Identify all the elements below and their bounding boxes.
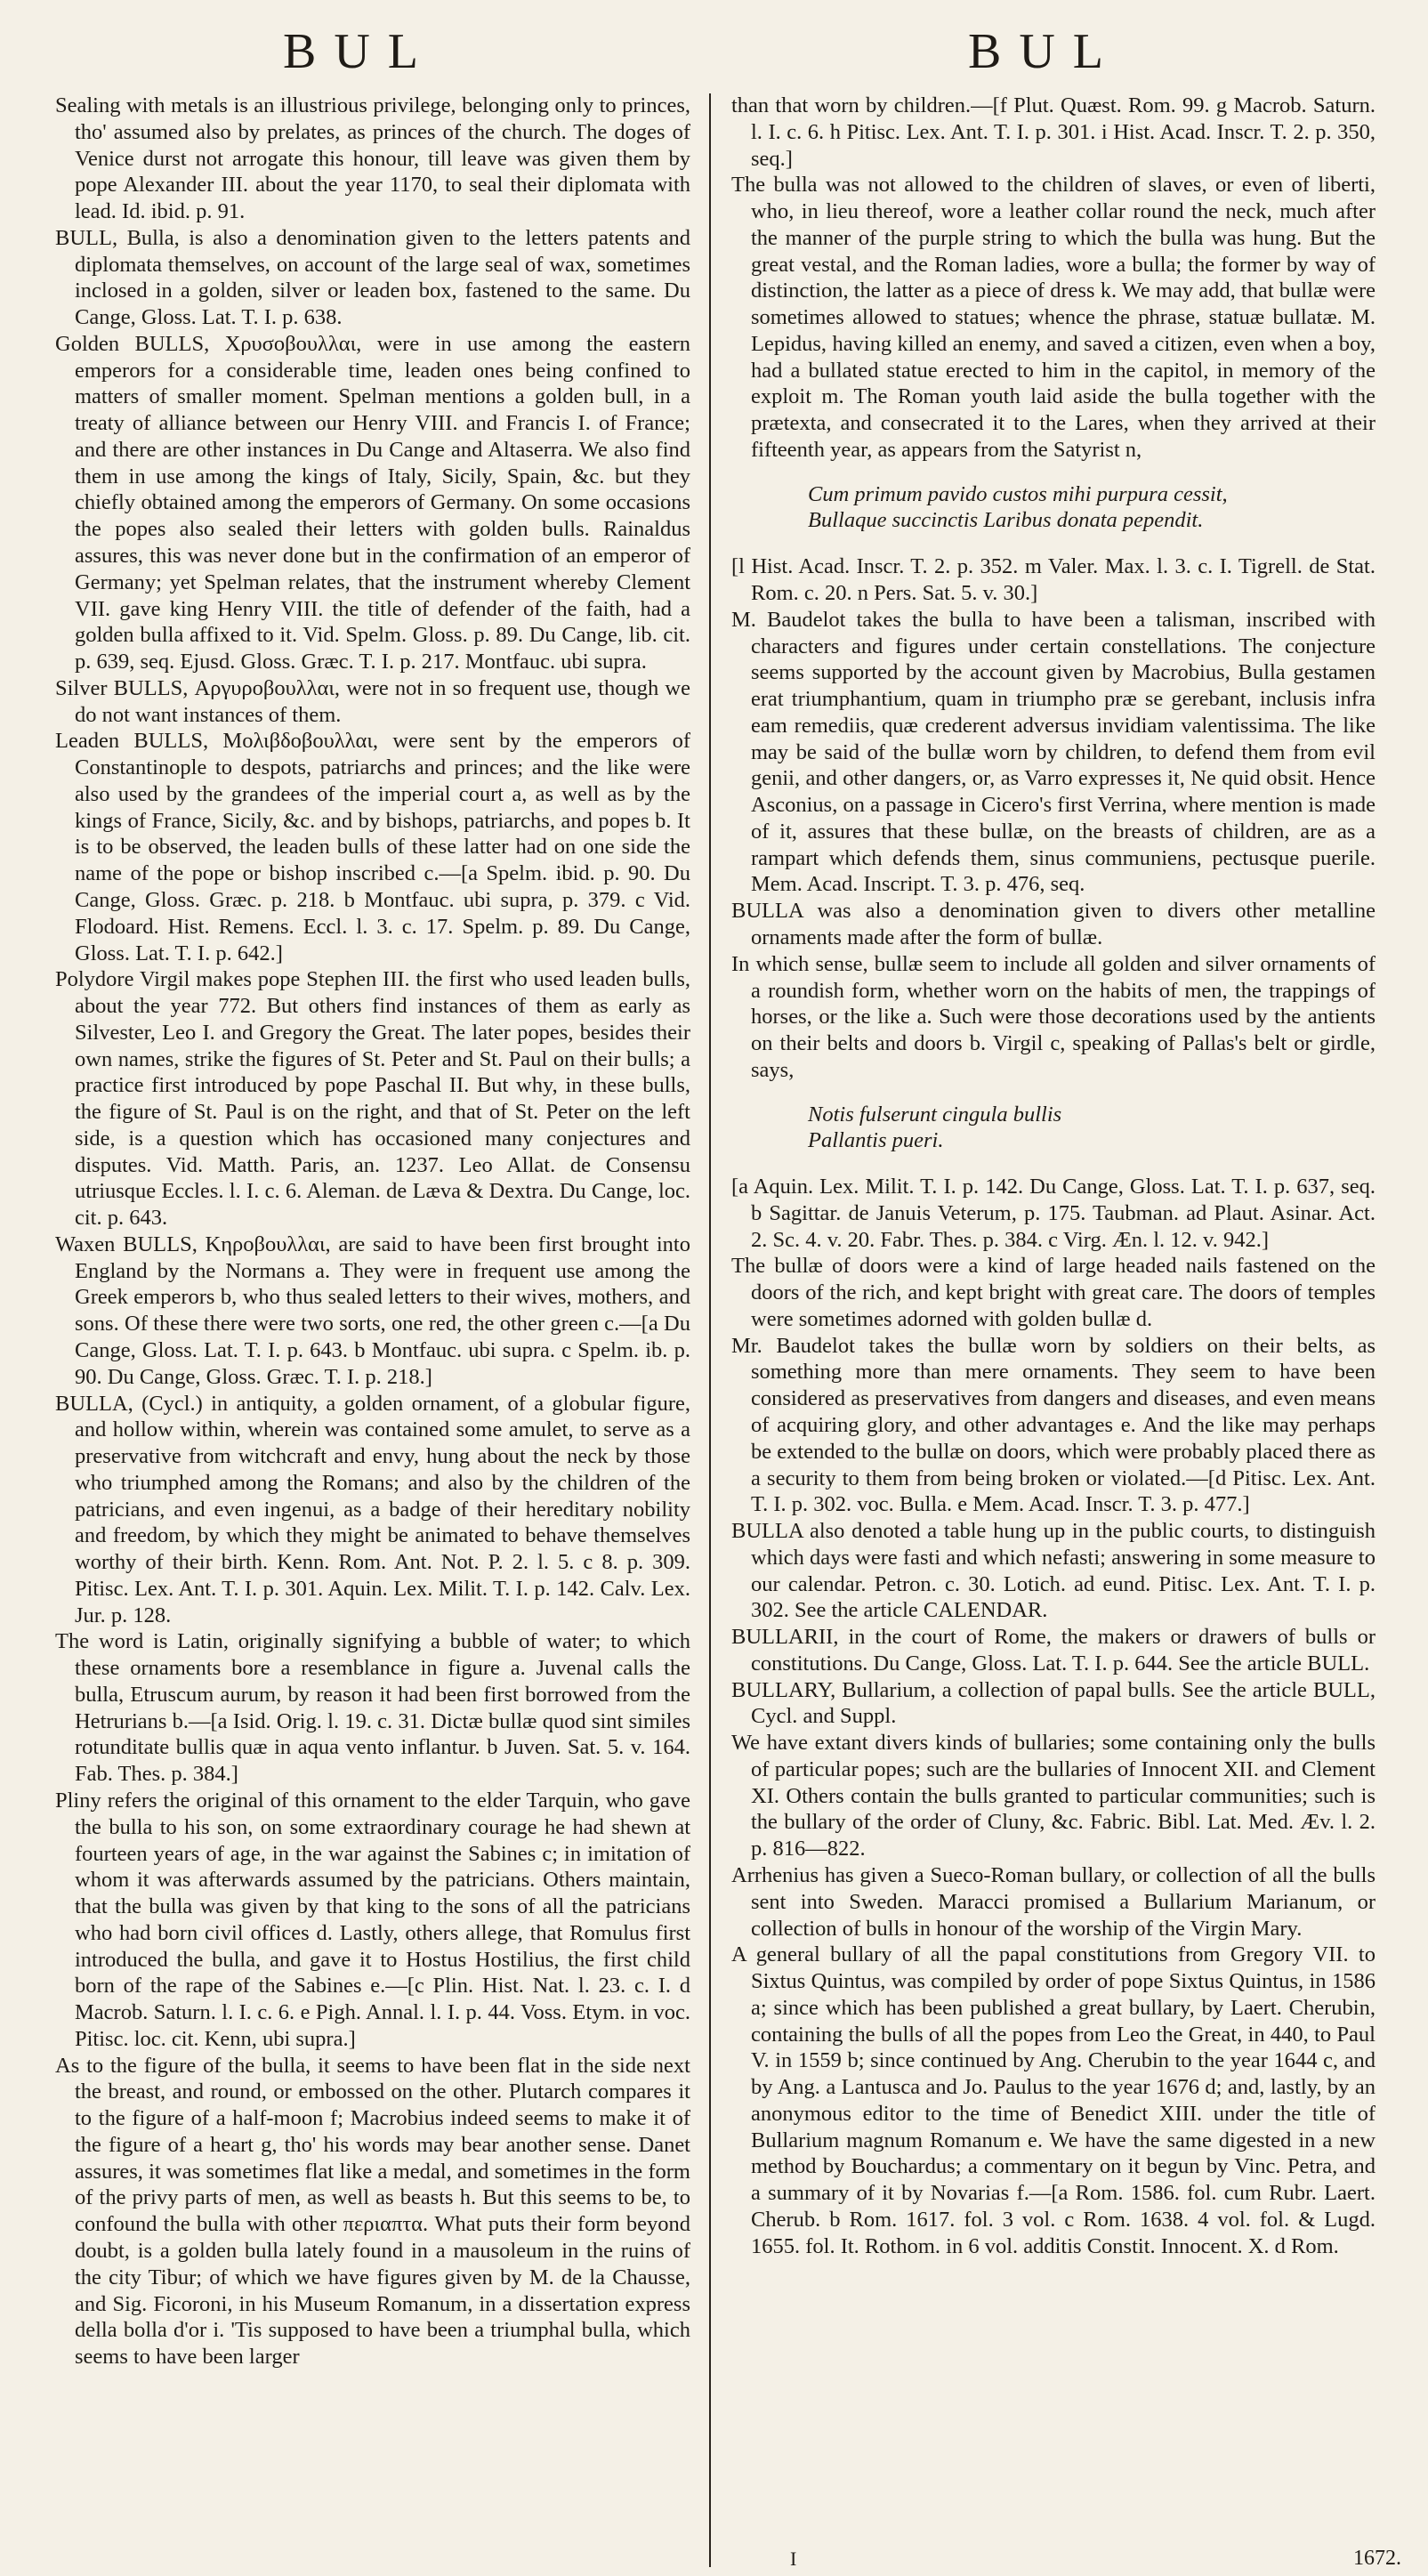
right-column [731,93,1376,2259]
paragraph: In which sense, bullæ seem to include all golden and silver ornaments of a roundish form, whether worn on the habits of men, the trappings of horses, or the like a. Such were those decorations used by the antients on their belts and doors b. Virgil c, speaking of Pallas's belt or girdle, says, [731,951,1376,1082]
entry-bulla-ornaments: BULLA was also a denomination given to divers other metalline ornaments made after the form of bullæ. [731,899,1376,949]
paragraph: Pliny refers the original of this ornament to the elder Tarquin, who gave the bulla to his son, on some extraordinary courage he had shewn at fourteen years of age, in the war against the Sabines c; in imitation of whom it was afterwards assumed by the patricians. Others maintain, that the bulla was given by that king to the sons of all the patricians who had born civil offices d. Lastly, others allege, that Romulus first introduced the bulla, and gave it to Hostus Hostilius, the first child born of the rape of the Sabines e.—[c Plin. Hist. Nat. l. 23. c. I. d Macrob. Saturn. l. I. c. 6. e Pigh. Annal. l. I. p. 44. Voss. Etym. in voc. Pitisc. loc. cit. Kenn, ubi supra.] [55,1789,690,2051]
entry-silver-bulls: Silver BULLS, Αργυροβουλλαι, were not in so frequent use, though we do not want instances of them. [55,675,690,727]
entry-bullary: BULLARY, Bullarium, a collection of papal bulls. See the article BULL, Cycl. and Suppl. [731,1677,1376,1729]
verse-quote-persius [731,481,1376,535]
paragraph: than that worn by children.—[f Plut. Quæst. Rom. 99. g Macrob. Saturn. l. I. c. 6. h Pitisc. Lex. Ant. T. I. p. 301. i Hist. Acad. Inscr. T. 2. p. 350, seq.] [731,93,1376,171]
paragraph: M. Baudelot takes the bulla to have been a talisman, inscribed with characters and figures under certain constellations. The conjecture seems supported by the account given by Macrobius, Bulla gestamen erat triumphantium, quam in triumpho præ se gerebant, inclusis infra eam remediis, quæ crederent adversus invidiam valentissima. The like may be said of the bullæ worn by children, to defend them from evil genii, and other dangers, or, as Varro expresses it, Ne quid obsit. Hence Asconius, on a passage in Cicero's first Verrina, where mention is made of it, assures that these bullæ, on the breasts of children, are as a rampart which defends them, sinus communiens, pectusque puerile. Mem. Acad. Inscript. T. 3. p. 476, seq. [731,607,1376,897]
paragraph: The bulla was not allowed to the children of slaves, or even of liberti, who, in lieu thereof, wore a leather collar round the neck, much after the manner of the purple string to which the bulla was hung. But the great vestal, and the Roman ladies, wore a bulla; the former by way of distinction, the latter as a piece of dress k. We may add, that bullæ were sometimes allowed to statues; whence the phrase, statuæ bullatæ. M. Lepidus, having killed an enemy, and saved a citizen, even when a boy, had a bullated statue erected to him in the capitol, in memory of the exploit m. The Roman youth laid aside the bulla together with the prætexta, and consecrated it to the Lares, when they arrived at their fifteenth year, as appears from the Satyrist n, [731,173,1376,462]
verse-line: Notis fulserunt cingula bullis [808,1102,1062,1126]
entry-golden-bulls: Golden BULLS, Χρυσοβουλλαι, were in use among the eastern emperors for a considerable time, leaden ones being confined to matters of smaller moment. Spelman mentions a golden bull, in a treaty of alliance between our Henry VIII. and Francis I. of France; and there are other instances in Du Cange and Altaserra. We also find them in use among the kings of Italy, Sicily, Spain, &c. but they chiefly obtained among the emperors of Germany. On some occasions the popes also sealed their letters with golden bulls. Rainaldus assures, this was never done but in the confirmation of an emperor of Germany; yet Spelman relates, that the instrument whereby Clement VII. gave king Henry VIII. the title of defender of the faith, had a golden bulla affixed to it. Vid. Spelm. Gloss. p. 89. Du Cange, lib. cit. p. 639, seq. Ejusd. Gloss. Græc. T. I. p. 217. Montfauc. ubi supra. [55,331,690,674]
paragraph: We have extant divers kinds of bullaries; some containing only the bulls of particular popes; such are the bullaries of Innocent XII. and Clement XI. Others contain the bulls granted to particular communities; such is the bullary of the order of Cluny, &c. Fabric. Bibl. Lat. Med. Æv. l. 2. p. 816—822. [731,1731,1376,1861]
verse-quote-virgil [731,1102,1376,1155]
entry-waxen-bulls: Waxen BULLS, Κηροβουλλαι, are said to have been first brought into England by the Normans a. They were in frequent use among the Greek emperors b, who thus sealed letters to their wives, mothers, and sons. Of these there were two sorts, one red, the other green c.—[a Du Cange, Gloss. Lat. T. I. p. 643. b Montfauc. ubi supra. c Spelm. ib. p. 90. Du Cange, Gloss. Græc. T. I. p. 218.] [55,1231,690,1389]
paragraph: The bullæ of doors were a kind of large headed nails fastened on the doors of the rich, and kept bright with great care. The doors of temples were sometimes adorned with golden bullæ d. [731,1254,1376,1331]
paragraph: Polydore Virgil makes pope Stephen III. the first who used leaden bulls, about the year 772. But others find instances of them as early as Silvester, Leo I. and Gregory the Great. The later popes, besides their own names, strike the figures of St. Peter and St. Paul on their bulls; a practice first introduced by pope Paschal II. But why, in these bulls, the figure of St. Paul is on the right, and that of St. Peter on the left side, is a question which has occasioned many conjectures and disputes. Vid. Matth. Paris, an. 1237. Leo Allat. de Consensu utriusque Eccles. l. I. c. 6. Aleman. de Læva & Dextra. Du Cange, loc. cit. p. 643. [55,967,690,1231]
column-divider [709,93,711,2567]
verse-line: Bullaque succinctis Laribus donata pependit. [808,508,1204,533]
running-head-right: BUL [968,24,1121,79]
verse-line: Cum primum pavido custos mihi purpura cessit, [808,481,1228,506]
paragraph: The word is Latin, originally signifying a bubble of water; to which these ornaments bore a resemblance in figure a. Juvenal calls the bulla, Etruscum aurum, by reason it had been first borrowed from the Hetrurians b.—[a Isid. Orig. l. 19. c. 31. Dictæ bullæ quod sint similes rotunditate bullis quæ in aqua vento inflantur. b Juven. Sat. 5. v. 164. Fab. Thes. p. 384.] [55,1629,690,1787]
verse-line: Pallantis pueri. [808,1128,944,1153]
left-column [55,93,690,2370]
paragraph: As to the figure of the bulla, it seems to have been flat in the side next the breast, and round, or embossed on the other. Plutarch compares it to the figure of a half-moon f; Macrobius indeed seems to make it of the figure of a heart g, tho' his words may bear another sense. Danet assures, it was sometimes flat like a medal, and sometimes in the form of the privy parts of men, as well as beasts h. But this seems to be, to confound the bulla with other περιαπτα. What puts their form beyond doubt, is a golden bulla lately found in a mausoleum in the ruins of the city Tibur; of which we have figures given by M. de la Chausse, and Sig. Ficoroni, in his Museum Romanum, in a dissertation express della bolla d'or i. 'Tis supposed to have been a triumphal bulla, which seems to have been larger [55,2053,690,2370]
entry-leaden-bulls: Leaden BULLS, Μολιβδοβουλλαι, were sent by the emperors of Constantinople to despots, patriarchs and princes; and the like were also used by the grandees of the imperial court a, as well as by the kings of France, Sicily, &c. and by bishops, patriarchs, and popes b. It is to be observed, the leaden bulls of these latter had on one side the name of the pope or bishop inscribed c.—[a Spelm. ibid. p. 90. Du Cange, Gloss. Græc. p. 218. b Montfauc. ubi supra, p. 379. c Vid. Flodoard. Hist. Remens. Eccl. l. 3. c. 17. Spelm. p. 89. Du Cange, Gloss. Lat. T. I. p. 642.] [55,729,690,965]
footnote-block: [a Aquin. Lex. Milit. T. I. p. 142. Du Cange, Gloss. Lat. T. I. p. 637, seq. b Sagittar. de Januis Veterum, p. 175. Taubman. ad Plaut. Asinar. Act. 2. Sc. 4. v. 20. Fabr. Thes. p. 384. c Virg. Æn. l. 12. v. 942.] [731,1175,1376,1252]
catchword: 1672. [1353,2547,1401,2570]
entry-bullarii: BULLARII, in the court of Rome, the makers or drawers of bulls or constitutions. Du Cange, Gloss. Lat. T. I. p. 644. See the article BULL. [731,1625,1376,1676]
paragraph: Sealing with metals is an illustrious privilege, belonging only to princes, tho' assumed also by prelates, as princes of the church. The doges of Venice durst not arrogate this honour, till leave was given them by pope Alexander III. about the year 1170, to seal their diplomata with lead. Id. ibid. p. 91. [55,93,690,224]
entry-bulla-table: BULLA also denoted a table hung up in the public courts, to distinguish which days were fasti and which nefasti; answering in some measure to our calendar. Petron. c. 30. Lotich. ad eund. Pitisc. Lex. Ant. T. I. p. 302. See the article CALENDAR. [731,1519,1376,1623]
paragraph: Arrhenius has given a Sueco-Roman bullary, or collection of all the bulls sent into Sweden. Maracci promised a Bullarium Marianum, or collection of bulls in honour of the worship of the Virgin Mary. [731,1863,1376,1941]
entry-bull: BULL, Bulla, is also a denomination given to the letters patents and diplomata themselves, on account of the large seal of wax, sometimes inclosed in a golden, silver or leaden box, fastened to the same. Du Cange, Gloss. Lat. T. I. p. 638. [55,225,690,330]
paragraph: A general bullary of all the papal constitutions from Gregory VII. to Sixtus Quintus, was compiled by order of pope Sixtus Quintus, in 1586 a; since which has been published a great bullary, by Laert. Cherubin, containing the bulls of all the popes from Leo the Great, in 440, to Paul V. in 1559 b; since continued by Ang. Cherubin to the year 1644 c, and by Ang. a Lantusca and Jo. Paulus to the year 1676 d; and, lastly, by an anonymous editor to the time of Benedict XIII. under the title of Bullarium magnum Romanum e. We have the same digested in a new method by Bouchardus; a commentary on it begun by Vinc. Petra, and a summary of it by Novarias f.—[a Rom. 1586. fol. cum Rubr. Laert. Cherub. b Rom. 1617. fol. 3 vol. c Rom. 1638. 4 vol. fol. & Lugd. 1655. fol. It. Rothom. in 6 vol. additis Constit. Innocent. X. d Rom. [731,1942,1376,2258]
entry-bulla: BULLA, (Cycl.) in antiquity, a golden ornament, of a globular figure, and hollow within, wherein was contained some amulet, to serve as a preservative from witchcraft and envy, hung about the neck by those who triumphed among the Romans; and also by the children of the patricians, and even ingenui, as a badge of their hereditary nobility and freedom, by which they might be animated to behave themselves worthy of their birth. Kenn. Rom. Ant. Not. P. 2. l. 5. c 8. p. 309. Pitisc. Lex. Ant. T. I. p. 301. Aquin. Lex. Milit. T. I. p. 142. Calv. Lex. Jur. p. 128. [55,1391,690,1627]
paragraph: Mr. Baudelot takes the bullæ worn by soldiers on their belts, as something more than mere ornaments. They seem to have been considered as preservatives from dangers and diseases, and even means of acquiring glory, and other advantages e. And the like may perhaps be extended to the bullæ on doors, which were probably placed there as a security to them from being broken or violated.—[d Pitisc. Lex. Ant. T. I. p. 302. voc. Bulla. e Mem. Acad. Inscr. T. 3. p. 477.] [731,1333,1376,1517]
running-head-left: BUL [283,24,436,79]
footnote-block: [l Hist. Acad. Inscr. T. 2. p. 352. m Valer. Max. l. 3. c. I. Tigrell. de Stat. Rom. c. 20. n Pers. Sat. 5. v. 30.] [731,554,1376,606]
signature-mark: I [790,2548,797,2570]
